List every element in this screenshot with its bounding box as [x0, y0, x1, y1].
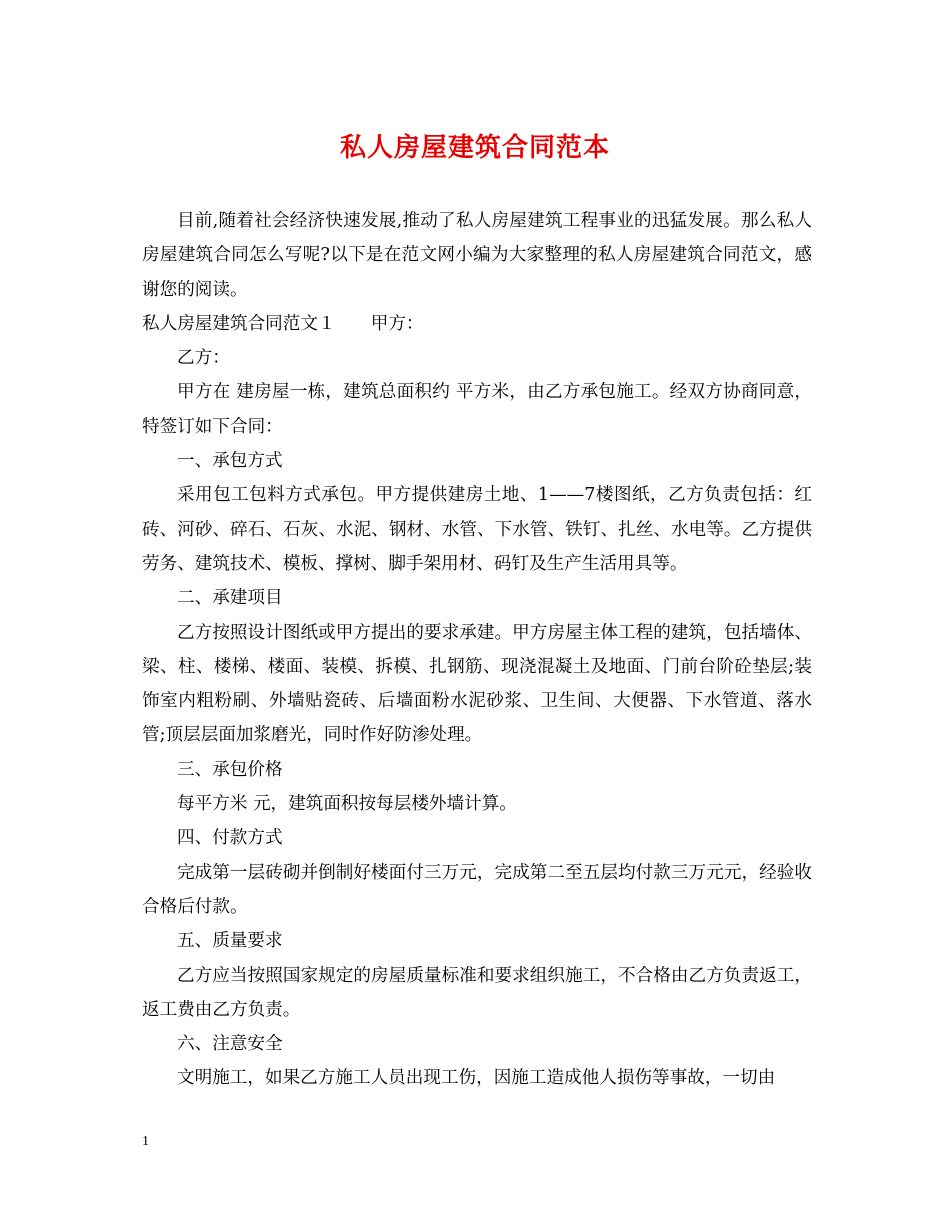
- paragraph-intro: 目前,随着社会经济快速发展,推动了私人房屋建筑工程事业的迅猛发展。那么私人房屋建筑合同怎么写呢?以下是在范文网小编为大家整理的私人房屋建筑合同范文，感谢您的阅读。: [142, 211, 812, 300]
- document-body: [142, 204, 812, 1096]
- paragraph-section-4: 完成第一层砖砌并倒制好楼面付三万元，完成第二至五层均付款三万元元，经验收合格后付款。: [142, 862, 812, 917]
- section-heading-3: 三、承包价格: [177, 759, 283, 780]
- page-number: 1: [142, 1134, 149, 1149]
- paragraph-agreement: 甲方在 建房屋一栋，建筑总面积约 平方米，由乙方承包施工。经双方协商同意，特签订如下合同：: [142, 382, 812, 437]
- paragraph-party-b: 乙方：: [177, 348, 230, 369]
- section-heading-4: 四、付款方式: [177, 828, 283, 849]
- section-heading-6: 六、注意安全: [177, 1034, 283, 1055]
- paragraph-section-1: 采用包工包料方式承包。甲方提供建房土地、1——7楼图纸，乙方负责包括：红砖、河砂、碎石、石灰、水泥、钢材、水管、下水管、铁钉、扎丝、水电等。乙方提供劳务、建筑技术、模板、撑树、脚手架用材、码钉及生产生活用具等。: [142, 485, 812, 574]
- paragraph-contract-heading: 私人房屋建筑合同范文１ 甲方：: [142, 313, 424, 334]
- section-heading-1: 一、承包方式: [177, 451, 283, 472]
- paragraph-section-5: 乙方应当按照国家规定的房屋质量标准和要求组织施工，不合格由乙方负责返工，返工费由乙方负责。: [142, 965, 812, 1020]
- paragraph-section-6: 文明施工，如果乙方施工人员出现工伤，因施工造成他人损伤等事故，一切由: [177, 1068, 776, 1089]
- section-heading-5: 五、质量要求: [177, 931, 283, 952]
- paragraph-section-2: 乙方按照设计图纸或甲方提出的要求承建。甲方房屋主体工程的建筑，包括墙体、梁、柱、楼梯、楼面、装模、拆模、扎钢筋、现浇混凝土及地面、门前台阶砼垫层;装饰室内粗粉刷、外墙贴瓷砖、后墙面粉水泥砂浆、卫生间、大便器、下水管道、落水管;顶层层面加浆磨光，同时作好防渗处理。: [142, 622, 812, 746]
- section-heading-2: 二、承建项目: [177, 588, 283, 609]
- document-title: 私人房屋建筑合同范本: [339, 133, 610, 163]
- paragraph-section-3: 每平方米 元，建筑面积按每层楼外墙计算。: [177, 794, 517, 815]
